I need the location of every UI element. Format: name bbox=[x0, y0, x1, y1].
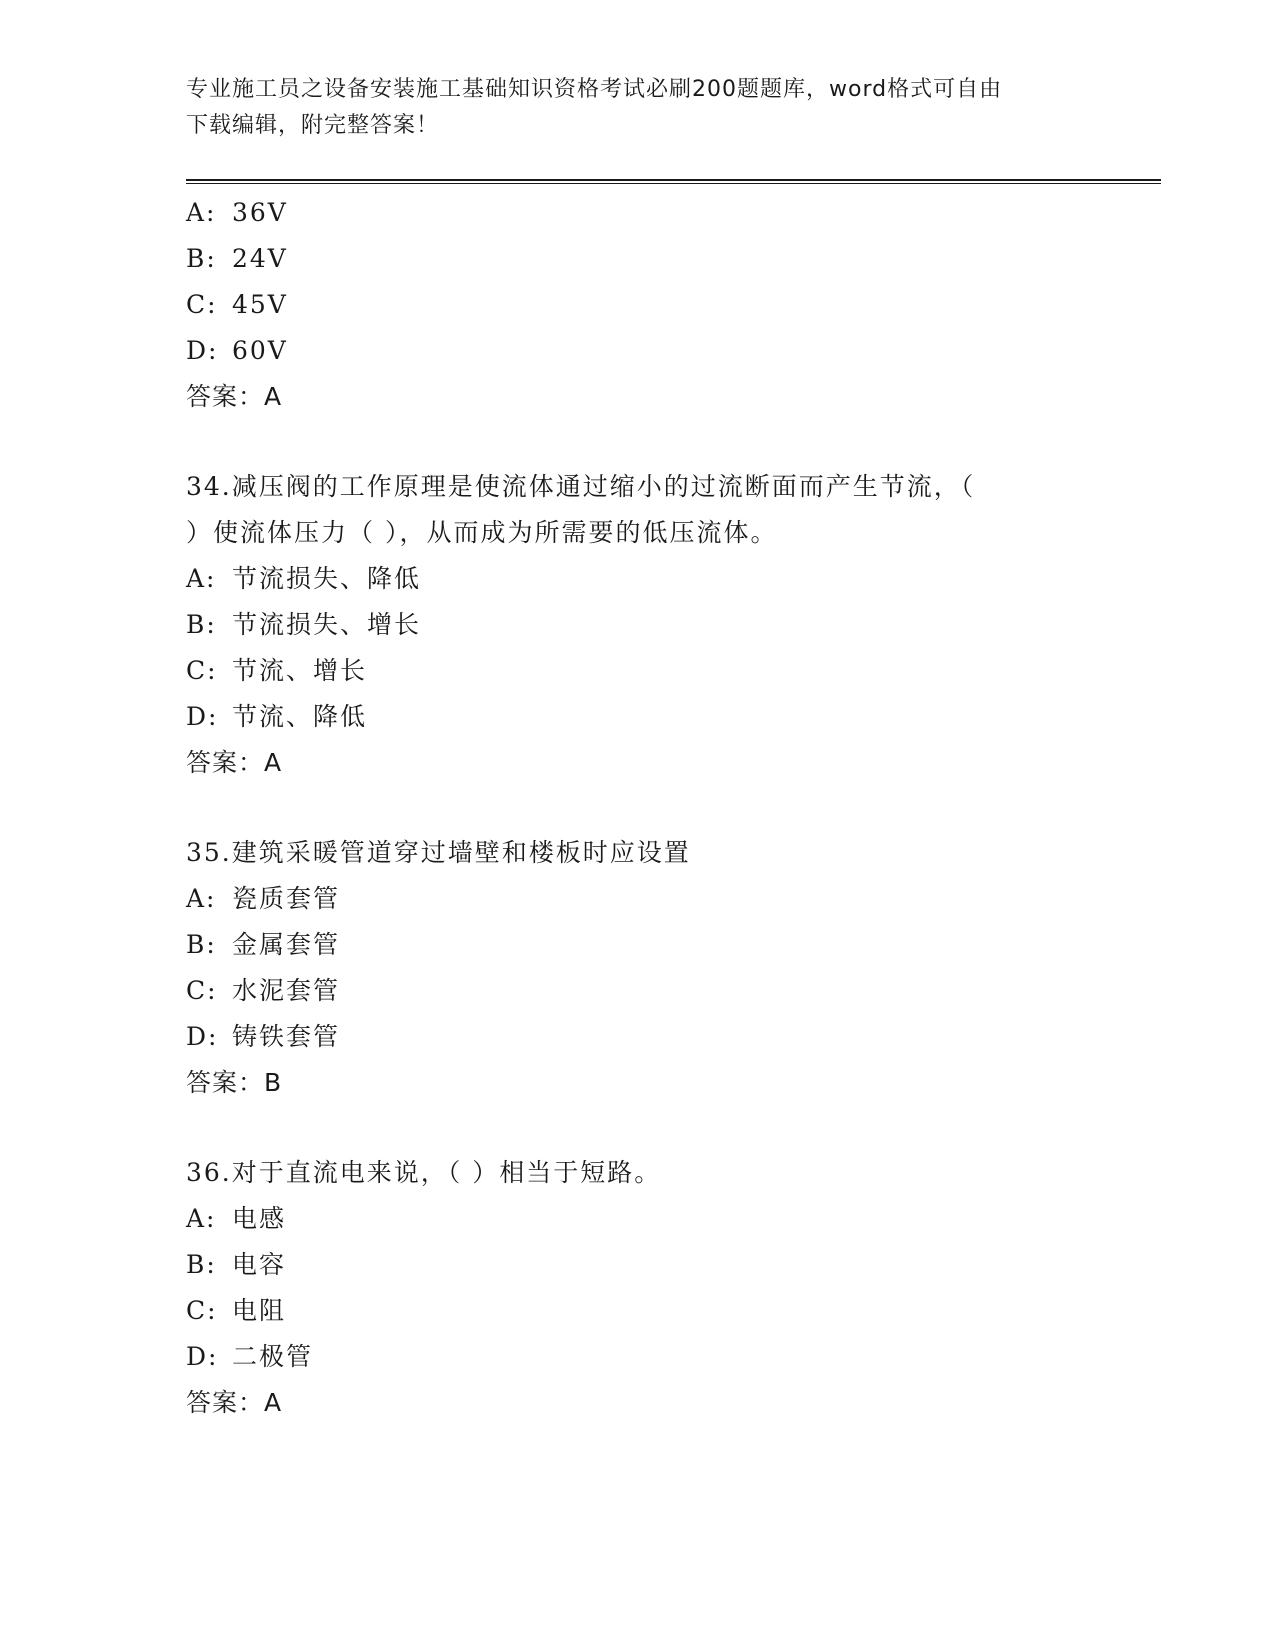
answer-line: 答案：B bbox=[186, 1068, 283, 1097]
option-b: B: 电容 bbox=[186, 1250, 287, 1279]
header-divider-thick bbox=[186, 179, 1161, 181]
option-d: D: 铸铁套管 bbox=[186, 1022, 341, 1051]
question-35 bbox=[186, 830, 1086, 1106]
question-stem: 35.建筑采暖管道穿过墙壁和楼板时应设置 bbox=[186, 838, 691, 867]
option-b: B: 金属套管 bbox=[186, 930, 341, 959]
option-c: C: 45V bbox=[186, 290, 288, 319]
question-33-continued bbox=[186, 190, 1086, 420]
option-d: D: 节流、降低 bbox=[186, 702, 368, 731]
option-a: A: 瓷质套管 bbox=[186, 884, 341, 913]
header-line-1: 专业施工员之设备安装施工基础知识资格考试必刷200题题库，word格式可自由 bbox=[186, 77, 1003, 102]
answer-line: 答案：A bbox=[186, 1388, 283, 1417]
question-36 bbox=[186, 1150, 1086, 1426]
question-stem: 34.减压阀的工作原理是使流体通过缩小的过流断面而产生节流，（ bbox=[186, 472, 976, 501]
option-c: C: 水泥套管 bbox=[186, 976, 341, 1005]
question-stem: 36.对于直流电来说，（ ）相当于短路。 bbox=[186, 1158, 662, 1187]
option-b: B: 24V bbox=[186, 244, 288, 273]
option-c: C: 电阻 bbox=[186, 1296, 287, 1325]
option-a: A: 电感 bbox=[186, 1204, 287, 1233]
answer-line: 答案：A bbox=[186, 382, 283, 411]
option-d: D: 60V bbox=[186, 336, 288, 365]
option-c: C: 节流、增长 bbox=[186, 656, 368, 685]
question-stem-continued: ）使流体压力（ ），从而成为所需要的低压流体。 bbox=[186, 518, 778, 547]
option-b: B: 节流损失、增长 bbox=[186, 610, 422, 639]
document-header bbox=[186, 72, 1086, 144]
question-list bbox=[186, 190, 1086, 1426]
option-d: D: 二极管 bbox=[186, 1342, 314, 1371]
question-34 bbox=[186, 464, 1086, 786]
header-divider-thin bbox=[186, 183, 1161, 184]
answer-line: 答案：A bbox=[186, 748, 283, 777]
option-a: A: 36V bbox=[186, 198, 288, 227]
header-line-2: 下载编辑，附完整答案！ bbox=[186, 113, 440, 138]
option-a: A: 节流损失、降低 bbox=[186, 564, 422, 593]
